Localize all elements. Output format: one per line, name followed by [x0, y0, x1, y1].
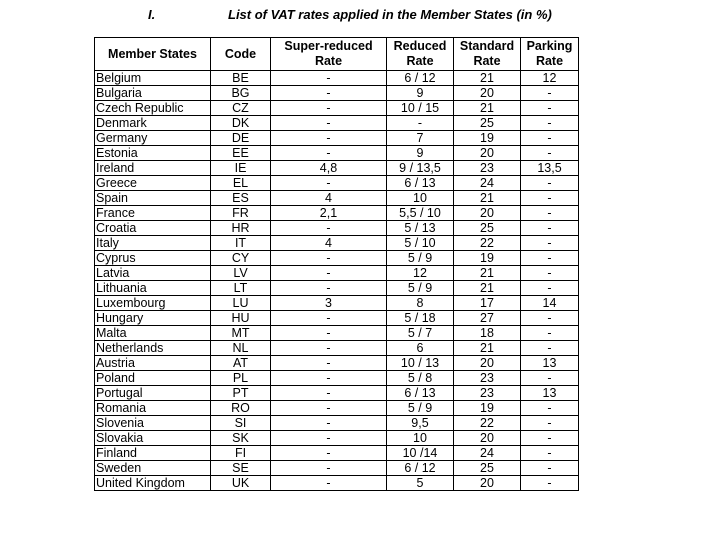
cell-parking-rate: -	[521, 416, 579, 431]
cell-code: AT	[211, 356, 271, 371]
cell-parking-rate: -	[521, 176, 579, 191]
cell-super-reduced-rate: -	[271, 446, 387, 461]
cell-member-state: Austria	[95, 356, 211, 371]
cell-member-state: Lithuania	[95, 281, 211, 296]
table-row	[95, 326, 579, 341]
cell-standard-rate: 23	[454, 161, 521, 176]
cell-code: BE	[211, 71, 271, 86]
cell-reduced-rate: 5,5 / 10	[387, 206, 454, 221]
cell-standard-rate: 21	[454, 266, 521, 281]
cell-reduced-rate: 12	[387, 266, 454, 281]
cell-standard-rate: 20	[454, 146, 521, 161]
header-reduced-line2: Rate	[406, 54, 434, 68]
cell-super-reduced-rate: -	[271, 101, 387, 116]
cell-code: BG	[211, 86, 271, 101]
cell-member-state: Slovakia	[95, 431, 211, 446]
cell-parking-rate: 13	[521, 386, 579, 401]
cell-reduced-rate: 6	[387, 341, 454, 356]
table-row	[95, 371, 579, 386]
cell-reduced-rate: 9	[387, 86, 454, 101]
table-row	[95, 131, 579, 146]
cell-parking-rate: -	[521, 266, 579, 281]
cell-member-state: Denmark	[95, 116, 211, 131]
header-row	[95, 38, 579, 71]
header-super-reduced-line2: Rate	[314, 54, 343, 68]
table-row	[95, 356, 579, 371]
cell-member-state: Romania	[95, 401, 211, 416]
header-standard-line2: Rate	[473, 54, 501, 68]
cell-code: IE	[211, 161, 271, 176]
cell-parking-rate: -	[521, 101, 579, 116]
cell-reduced-rate: 6 / 13	[387, 176, 454, 191]
cell-parking-rate: -	[521, 116, 579, 131]
cell-reduced-rate: 8	[387, 296, 454, 311]
header-standard-line1: Standard	[459, 39, 515, 53]
cell-code: UK	[211, 476, 271, 491]
cell-super-reduced-rate: 2,1	[271, 206, 387, 221]
cell-reduced-rate: 5 / 9	[387, 251, 454, 266]
cell-reduced-rate: 5 / 13	[387, 221, 454, 236]
cell-standard-rate: 20	[454, 86, 521, 101]
cell-standard-rate: 24	[454, 176, 521, 191]
cell-code: CY	[211, 251, 271, 266]
cell-member-state: Portugal	[95, 386, 211, 401]
cell-member-state: Belgium	[95, 71, 211, 86]
table-row	[95, 221, 579, 236]
header-code-label: Code	[224, 46, 257, 61]
cell-reduced-rate: -	[387, 116, 454, 131]
table-row	[95, 476, 579, 491]
cell-super-reduced-rate: -	[271, 401, 387, 416]
cell-code: PT	[211, 386, 271, 401]
table-row	[95, 176, 579, 191]
cell-parking-rate: -	[521, 371, 579, 386]
cell-standard-rate: 20	[454, 431, 521, 446]
cell-member-state: Czech Republic	[95, 101, 211, 116]
cell-super-reduced-rate: -	[271, 341, 387, 356]
cell-parking-rate: -	[521, 236, 579, 251]
table-row	[95, 146, 579, 161]
table-row	[95, 341, 579, 356]
cell-super-reduced-rate: 4	[271, 236, 387, 251]
cell-reduced-rate: 5 / 7	[387, 326, 454, 341]
cell-member-state: Italy	[95, 236, 211, 251]
cell-code: ES	[211, 191, 271, 206]
cell-super-reduced-rate: -	[271, 71, 387, 86]
cell-standard-rate: 20	[454, 476, 521, 491]
header-standard-rate	[454, 38, 521, 71]
cell-reduced-rate: 10	[387, 431, 454, 446]
cell-parking-rate: -	[521, 311, 579, 326]
cell-parking-rate: 13	[521, 356, 579, 371]
table-row	[95, 266, 579, 281]
cell-code: FR	[211, 206, 271, 221]
header-member-states-label: Member States	[108, 46, 197, 61]
cell-reduced-rate: 9	[387, 146, 454, 161]
cell-parking-rate: -	[521, 251, 579, 266]
cell-code: SK	[211, 431, 271, 446]
cell-reduced-rate: 5 / 9	[387, 401, 454, 416]
table-row	[95, 386, 579, 401]
cell-code: HR	[211, 221, 271, 236]
cell-parking-rate: 12	[521, 71, 579, 86]
cell-standard-rate: 18	[454, 326, 521, 341]
cell-code: SI	[211, 416, 271, 431]
header-super-reduced-rate	[271, 38, 387, 71]
cell-super-reduced-rate: -	[271, 326, 387, 341]
cell-member-state: Malta	[95, 326, 211, 341]
cell-standard-rate: 24	[454, 446, 521, 461]
cell-super-reduced-rate: -	[271, 86, 387, 101]
table-row	[95, 281, 579, 296]
cell-member-state: Ireland	[95, 161, 211, 176]
table-row	[95, 461, 579, 476]
cell-standard-rate: 21	[454, 101, 521, 116]
cell-member-state: Sweden	[95, 461, 211, 476]
cell-code: PL	[211, 371, 271, 386]
cell-standard-rate: 25	[454, 461, 521, 476]
cell-parking-rate: 13,5	[521, 161, 579, 176]
cell-member-state: United Kingdom	[95, 476, 211, 491]
cell-standard-rate: 22	[454, 236, 521, 251]
cell-parking-rate: -	[521, 191, 579, 206]
cell-code: LT	[211, 281, 271, 296]
cell-super-reduced-rate: 3	[271, 296, 387, 311]
table-row	[95, 191, 579, 206]
cell-super-reduced-rate: 4,8	[271, 161, 387, 176]
cell-reduced-rate: 10 /14	[387, 446, 454, 461]
cell-super-reduced-rate: -	[271, 281, 387, 296]
table-row	[95, 311, 579, 326]
cell-code: DK	[211, 116, 271, 131]
cell-super-reduced-rate: -	[271, 146, 387, 161]
cell-parking-rate: -	[521, 206, 579, 221]
table-row	[95, 236, 579, 251]
header-parking-line1: Parking	[526, 39, 573, 53]
table-row	[95, 251, 579, 266]
cell-reduced-rate: 5 / 10	[387, 236, 454, 251]
table-row	[95, 416, 579, 431]
cell-reduced-rate: 6 / 12	[387, 71, 454, 86]
cell-super-reduced-rate: -	[271, 116, 387, 131]
cell-reduced-rate: 6 / 12	[387, 461, 454, 476]
table-row	[95, 101, 579, 116]
cell-member-state: Cyprus	[95, 251, 211, 266]
cell-member-state: Bulgaria	[95, 86, 211, 101]
cell-parking-rate: -	[521, 341, 579, 356]
cell-member-state: Finland	[95, 446, 211, 461]
table-row	[95, 431, 579, 446]
cell-reduced-rate: 10 / 13	[387, 356, 454, 371]
cell-code: RO	[211, 401, 271, 416]
cell-standard-rate: 25	[454, 116, 521, 131]
cell-super-reduced-rate: -	[271, 221, 387, 236]
table-row	[95, 71, 579, 86]
header-code	[211, 38, 271, 71]
cell-super-reduced-rate: -	[271, 461, 387, 476]
cell-standard-rate: 19	[454, 401, 521, 416]
vat-rates-table	[94, 37, 579, 491]
cell-code: HU	[211, 311, 271, 326]
cell-standard-rate: 19	[454, 251, 521, 266]
section-number: I.	[148, 7, 156, 22]
cell-parking-rate: -	[521, 476, 579, 491]
cell-member-state: Germany	[95, 131, 211, 146]
cell-reduced-rate: 6 / 13	[387, 386, 454, 401]
cell-super-reduced-rate: -	[271, 431, 387, 446]
cell-super-reduced-rate: -	[271, 386, 387, 401]
cell-super-reduced-rate: -	[271, 416, 387, 431]
cell-standard-rate: 23	[454, 371, 521, 386]
cell-parking-rate: 14	[521, 296, 579, 311]
cell-member-state: Estonia	[95, 146, 211, 161]
cell-parking-rate: -	[521, 131, 579, 146]
cell-code: EL	[211, 176, 271, 191]
table-header	[95, 38, 579, 71]
cell-reduced-rate: 10 / 15	[387, 101, 454, 116]
table-body	[95, 71, 579, 491]
cell-parking-rate: -	[521, 446, 579, 461]
cell-code: LU	[211, 296, 271, 311]
cell-code: CZ	[211, 101, 271, 116]
cell-standard-rate: 25	[454, 221, 521, 236]
cell-parking-rate: -	[521, 461, 579, 476]
cell-code: LV	[211, 266, 271, 281]
cell-standard-rate: 21	[454, 191, 521, 206]
cell-standard-rate: 27	[454, 311, 521, 326]
cell-parking-rate: -	[521, 281, 579, 296]
cell-code: DE	[211, 131, 271, 146]
cell-parking-rate: -	[521, 326, 579, 341]
cell-reduced-rate: 7	[387, 131, 454, 146]
cell-standard-rate: 19	[454, 131, 521, 146]
cell-member-state: Latvia	[95, 266, 211, 281]
cell-reduced-rate: 9 / 13,5	[387, 161, 454, 176]
table-row	[95, 446, 579, 461]
cell-standard-rate: 22	[454, 416, 521, 431]
cell-super-reduced-rate: -	[271, 131, 387, 146]
cell-reduced-rate: 5 / 8	[387, 371, 454, 386]
cell-member-state: Poland	[95, 371, 211, 386]
cell-reduced-rate: 5 / 9	[387, 281, 454, 296]
cell-super-reduced-rate: -	[271, 266, 387, 281]
cell-code: IT	[211, 236, 271, 251]
cell-super-reduced-rate: -	[271, 476, 387, 491]
cell-member-state: Netherlands	[95, 341, 211, 356]
cell-reduced-rate: 5 / 18	[387, 311, 454, 326]
section-heading	[0, 4, 716, 24]
cell-member-state: Hungary	[95, 311, 211, 326]
table-row	[95, 116, 579, 131]
table-row	[95, 296, 579, 311]
cell-member-state: Spain	[95, 191, 211, 206]
cell-reduced-rate: 10	[387, 191, 454, 206]
cell-standard-rate: 21	[454, 71, 521, 86]
cell-member-state: Luxembourg	[95, 296, 211, 311]
header-super-reduced-line1: Super-reduced	[284, 39, 373, 53]
cell-super-reduced-rate: -	[271, 311, 387, 326]
cell-standard-rate: 20	[454, 206, 521, 221]
cell-super-reduced-rate: -	[271, 371, 387, 386]
cell-code: EE	[211, 146, 271, 161]
cell-super-reduced-rate: 4	[271, 191, 387, 206]
cell-member-state: Slovenia	[95, 416, 211, 431]
header-parking-line2: Rate	[535, 54, 564, 68]
cell-reduced-rate: 9,5	[387, 416, 454, 431]
header-member-states	[95, 38, 211, 71]
cell-code: SE	[211, 461, 271, 476]
cell-super-reduced-rate: -	[271, 251, 387, 266]
cell-parking-rate: -	[521, 221, 579, 236]
table-row	[95, 206, 579, 221]
cell-code: NL	[211, 341, 271, 356]
header-parking-rate	[521, 38, 579, 71]
cell-member-state: France	[95, 206, 211, 221]
cell-code: MT	[211, 326, 271, 341]
cell-standard-rate: 21	[454, 281, 521, 296]
cell-parking-rate: -	[521, 401, 579, 416]
section-title: List of VAT rates applied in the Member States (in %)	[228, 7, 552, 22]
cell-member-state: Greece	[95, 176, 211, 191]
cell-standard-rate: 20	[454, 356, 521, 371]
cell-parking-rate: -	[521, 431, 579, 446]
header-reduced-rate	[387, 38, 454, 71]
cell-reduced-rate: 5	[387, 476, 454, 491]
cell-code: FI	[211, 446, 271, 461]
table-row	[95, 86, 579, 101]
cell-super-reduced-rate: -	[271, 176, 387, 191]
cell-standard-rate: 21	[454, 341, 521, 356]
cell-parking-rate: -	[521, 146, 579, 161]
cell-parking-rate: -	[521, 86, 579, 101]
cell-super-reduced-rate: -	[271, 356, 387, 371]
cell-standard-rate: 23	[454, 386, 521, 401]
table-row	[95, 161, 579, 176]
table-row	[95, 401, 579, 416]
cell-standard-rate: 17	[454, 296, 521, 311]
header-reduced-line1: Reduced	[393, 39, 447, 53]
cell-member-state: Croatia	[95, 221, 211, 236]
